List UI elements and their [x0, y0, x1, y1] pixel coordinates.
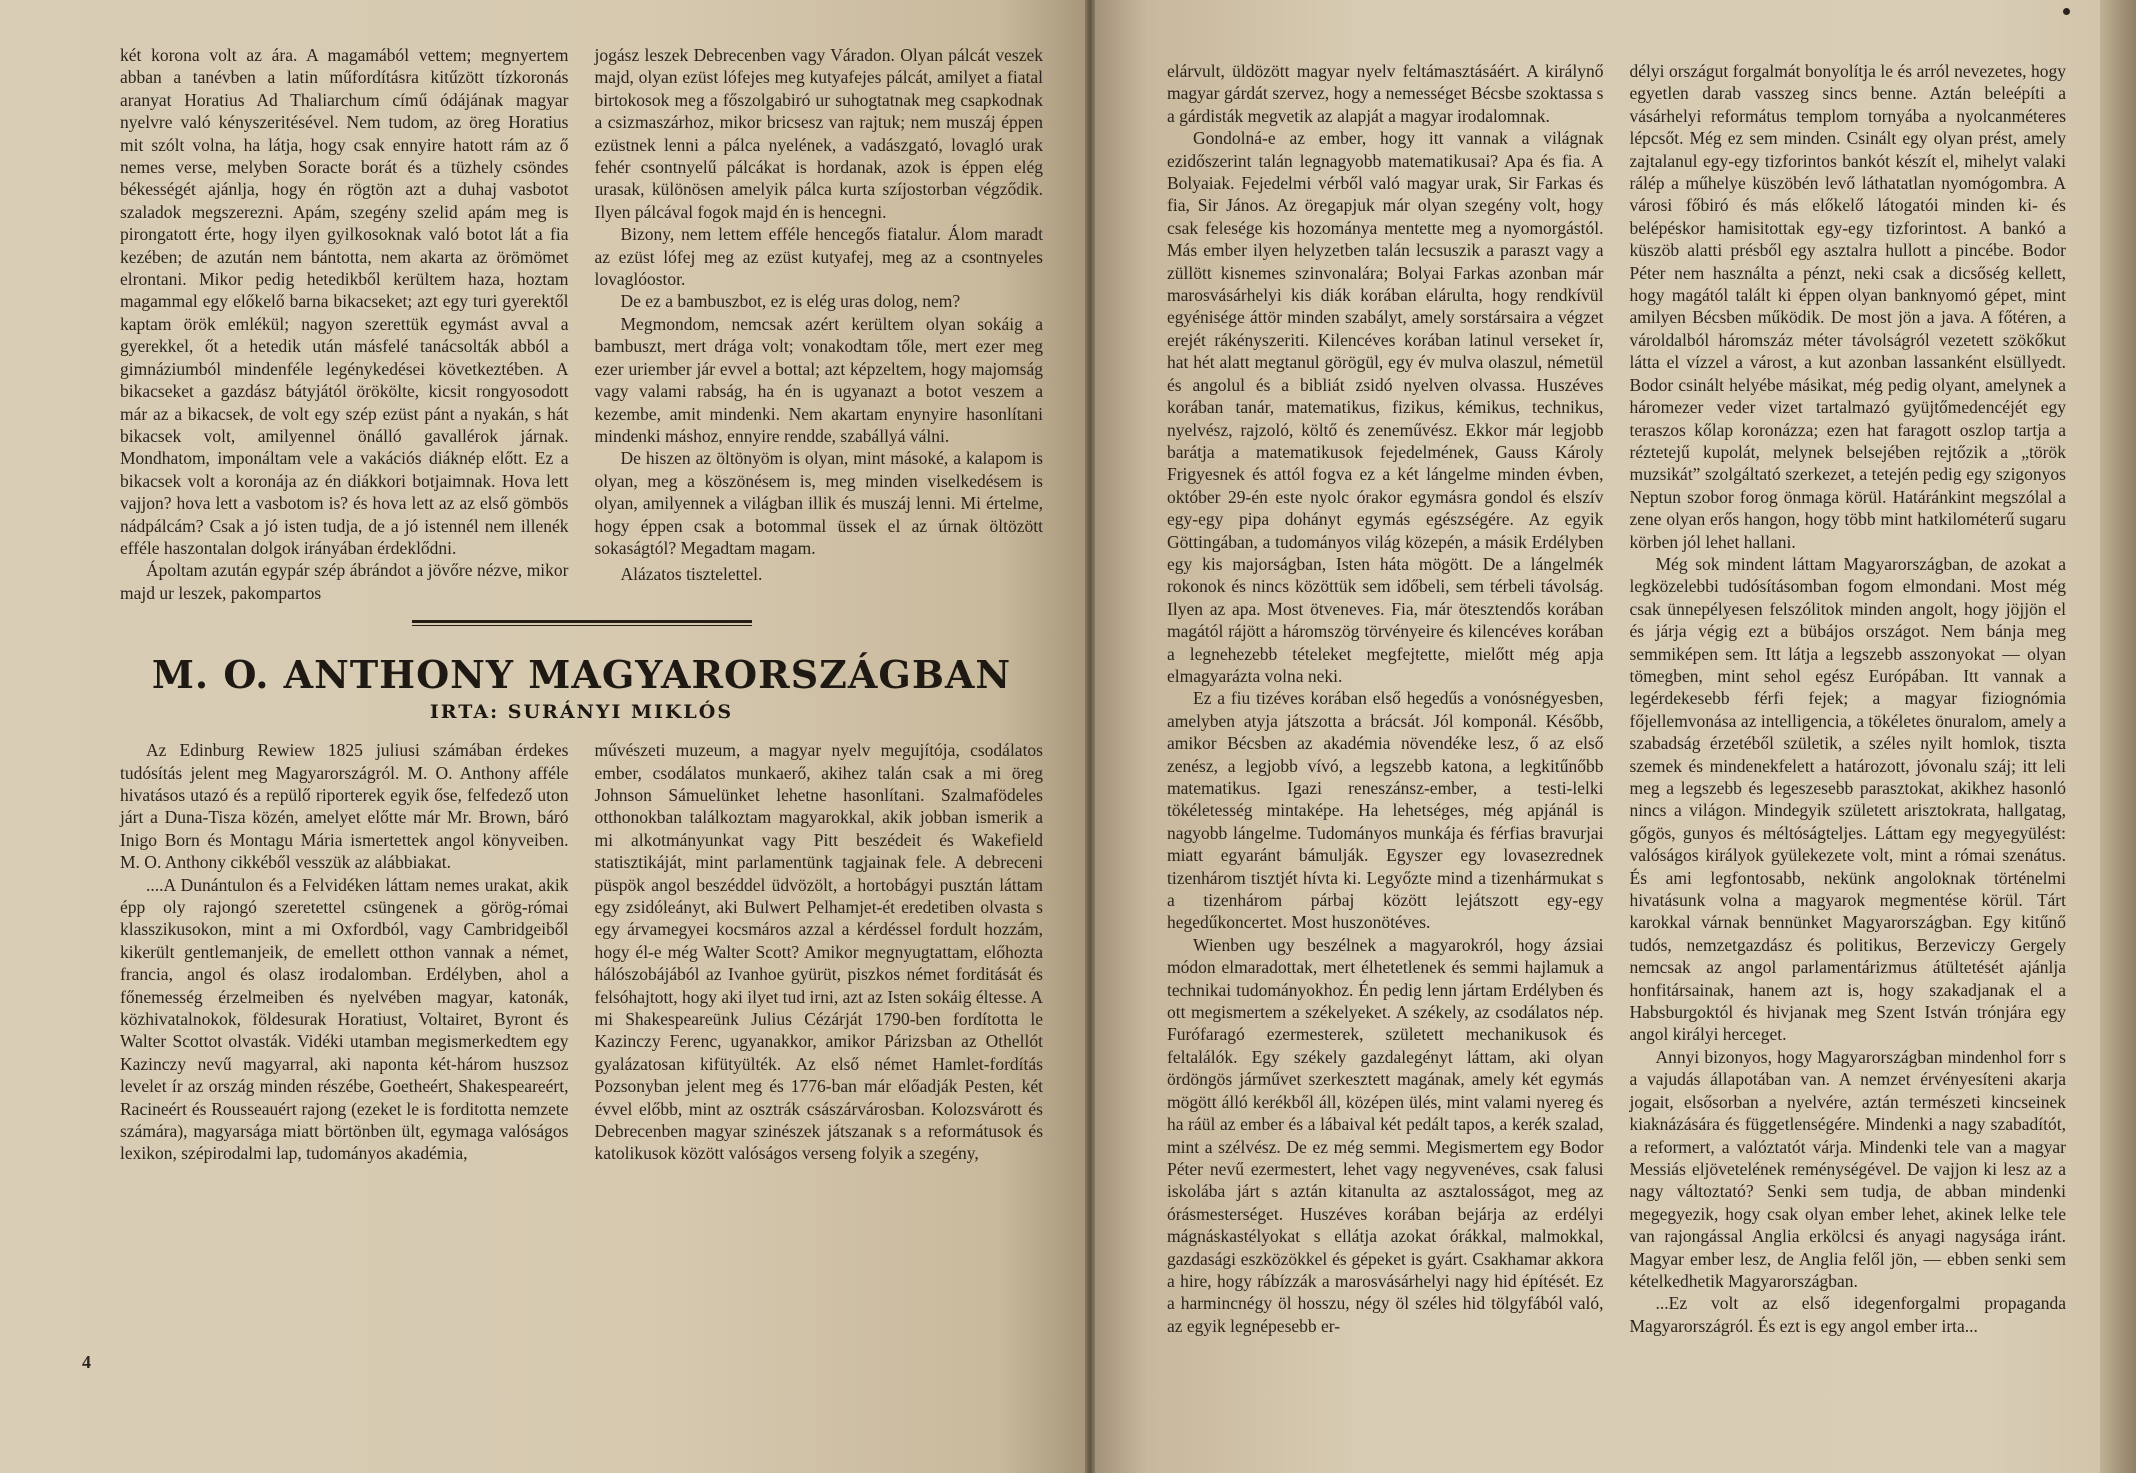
paragraph: ....A Dunántulon és a Felvidéken láttam nemes urakat, akik épp oly rajongó szeretettel csüngenek a görög-római klasszikusokon, mint a mi Oxfordból, vagy Cambridgeiből kikerült gentlemanjeik, de emellett otthon vannak a német, francia, angol és olasz irodalomban. Erdélyben, ahol a főnemesség érzelmeiben és nyelvében magyar, katonák, közhivatalnokok, földesurak Horatiust, Voltairet, Byront és Walter Scottot olvasták. Vidéki utamban megismerkedtem egy Kazinczy nevű magyarral, aki naponta két-három huszsoz levelet ír az ország minden részébe, Goetheért, Shakespeareért, Racineért és Rousseauért rajong (ezeket le is forditotta nemzete számára), magyarsága miatt börtönben ült, egymaga valóságos lexikon, szépirodalmi lap, tudományos akadémia, — [120, 874, 569, 1164]
article-continuation — [1167, 60, 2066, 1337]
paragraph: Megmondom, nemcsak azért kerültem olyan sokáig a bambuszt, mert drága volt; vonakodtam tőle, mert ezer meg ezer uriember jár evvel a bottal; azt képzeltem, hogy majomság vagy valami rabság, ha én is ugyanazt a botot veszem a kezembe, amit mindenki. Nem akartam enynyire hasonlítani mindenki máshoz, ennyire rendde, szabállyá válni. — [594, 313, 1043, 446]
paragraph: elárvult, üldözött magyar nyelv feltámasztásáért. A királynő magyar gárdát szervez, hogy a nemességet Bécsbe szoktassa s a gárdisták megvetik az alapját a magyar irodalomnak. — [1167, 61, 1604, 126]
paragraph: Bizony, nem lettem efféle hencegős fiatalur. Álom maradt az ezüst lófej meg az ezüst kutyafej, meg az a csontnyeles lovaglóostor. — [594, 224, 1043, 290]
article-column-4 — [1630, 60, 2067, 1337]
paragraph: Az Edinburg Rewiew 1825 juliusi számában érdekes tudósítás jelent meg Magyarországról. M. O. Anthony afféle hivatásos utazó és a repülő riporterek egyik őse, felfedező uton járt a Duna-Tisza közén, amelyet előtte már Mr. Brown, báró Inigo Born és Montagu Mária ismertettek angol könyveiben. M. O. Anthony cikkéből vesszük az alábbiakat. — [120, 740, 569, 873]
paragraph: De ez a bambuszbot, ez is elég uras dolog, nem? — [620, 291, 961, 312]
article-title: M. O. ANTHONY MAGYARORSZÁGBAN — [151, 652, 1012, 698]
paragraph: Gondolná-e az ember, hogy itt vannak a világnak ezidőszerint talán legnagyobb matematikusai? Apa és fia. A Bolyaiak. Fejedelmi vérből való magyar urak, Sir Farkas és fia, Sir János. Az öregapjuk már olyan szegény volt, hogy csak felesége kis hozománya mentette meg a nyomorgástól. Más ember ilyen helyzetben talán lecsuszik a paraszt vagy a züllött kisnemes szinvonalára; Bolyai Farkas azonban már marosvásárhelyi kis diák korában elárulta, hogy rendkívül egyénisége áttör minden szabályt, amely sorstársaira a végzet erejét rákényszeriti. Kilencéves korában latinul verseket ír, hat hét alatt megtanul görögül, egy év mulva olaszul, németül és angolul és a bibliát zsidó nyelven olvassa. Huszéves korában tanár, matematikus, fizikus, kémikus, technikus, nyelvész, rajzoló, költő és zeneművész. Ekkor már legjobb barátja a matematikusok fejedelmének, Gauss Károly Frigyesnek és attól fogva ez a két lángelme minden évben, október 29-én este nyolc órakor egymásra gondol és elszív egy-egy pipa dohányt egymás egészségére. Az egyik Göttingában, a tudományos világ közepén, a másik Erdélyben egy kis majorságban, Isten háta mögött. De a lángelmék rokonok és nincs közöttük sem időbeli, sem térbeli távolság. Ilyen az apa. Most ötveneves. Fia, már ötesztendős korában magától rájött a háromszög törvényeire és kilencéves korában a legnehezebb tételeket megfejtette, mielőtt még apja elmagyarázta volna neki. — [1167, 128, 1604, 686]
ink-speck — [2063, 8, 2070, 15]
right-page — [1095, 0, 2136, 1473]
page-edge — [2100, 0, 2136, 1473]
previous-article — [120, 44, 1043, 604]
paragraph: Wienben ugy beszélnek a magyarokról, hogy ázsiai módon elmaradottak, mert élhetetlenek és semmi hajlamuk a technikai tudományokhoz. Én pedig lenn jártam Erdélyben és ott megismertem a székelyeket. A székely, az csodálatos nép. Furófaragó ezermesterek, született mechanikusok és feltalálók. Egy székely gazdalegényt láttam, aki olyan ördöngös járművet szerkesztett magának, amely két egymás mögött álló kerékből áll, középen ülés, mint valami nyereg és ha ráül az ember és a lábaival két pedált tapos, a kerék szalad, mint a szélvész. De ez még semmi. Megismertem egy Bodor Péter nevű ezermestert, lehet vagy negyvenéves, csak falusi iskolába járt s aztán kitanulta az asztalosságot, meg az órásmesterséget. Huszéves korában bejárja az erdélyi mágnáskastélyokat s ellátja azokat órákkal, malmokkal, gazdasági eszközökkel és gépeket is gyárt. Csakhamar akkora a hire, hogy rábízzák a marosvásárhelyi nagy hid építését. Ez a harmincnégy öl hosszu, négy öl széles hid tölgyfából való, az egyik legnépesebb er- — [1167, 934, 1604, 1336]
paragraph: jogász leszek Debrecenben vagy Váradon. Olyan pálcát veszek majd, olyan ezüst lófejes meg kutyafejes pálcát, amilyet a fiatal birtokosok meg a főszolgabiró ur suhogtatnak meg csapkodnak a csizmaszárhoz, mikor bricsesz van rajtuk; nem muszáj éppen ezüstnek lenni a pálca nyelének, a vadászgató, lovagló urak fehér csontnyelű pálcákat is hordanak, azok is éppen elég urasak, különösen amelyik pálca kurta szíjostorban végződik. Ilyen pálcával fogok majd én is hencegni. — [594, 45, 1043, 222]
previous-article-column-1 — [120, 44, 569, 604]
paragraph: Annyi bizonyos, hogy Magyarországban mindenhol forr s a vajudás állapotában van. A nemzet érvényesíteni akarja jogait, elsősorban a nyelvére, aztán természeti kincseinek kiaknázására és függetlenségére. Mindenki a nagy szabadítót, a reformert, a valóztatót várja. Mindenki tele van a magyar Messiás eljövetelének reménységével. De vajjon ki lesz az a nagy változtató? Senki sem tudja, de abban mindenki megegyezik, hogy csak olyan ember lehet, akinek lelke tele van rajongással Anglia erkölcsi és anyagi nagysága iránt. Magyar ember lesz, de Anglia felől jön, — ebben senki sem kételkedhetik Magyarországban. — [1629, 1046, 2066, 1291]
article-column-1 — [120, 739, 569, 1165]
page-number: 4 — [82, 1352, 91, 1372]
paragraph: Ez a fiu tizéves korában első hegedűs a vonósnégyesben, amelyben atyja játszotta a brácsát. Jól komponál. Később, amikor Bécsben az akadémia növendéke lesz, ő az első zenész, a legjobb vívó, a legszebb katona, a legkitűnőbb matematikus. Igazi reneszánsz-ember, a testi-lelki tökéletesség mintaképe. Ha lehetséges, még apjánál is nagyobb lángelme. Tudományos munkája és férfias bravurjai miatt egyaránt bámulják. Egyszer egy lovasezrednek tizenhárom tisztjét hívta ki. Legyőzte mind a tizenhármukat s a tizenhárom párbaj között lejátszott egy-egy hegedűkoncertet. Most huszonötéves. — [1167, 688, 1604, 933]
paragraph: Ápoltam azután egypár szép ábrándot a jövőre nézve, mikor majd ur leszek, pakompartos — [120, 560, 569, 603]
article-column-3 — [1167, 60, 1604, 1337]
binding-gutter — [1085, 0, 1095, 1473]
paragraph: Még sok mindent láttam Magyarországban, de azokat a legközelebbi tudósításomban fogom elmondani. Most még csak ünnepélyesen felszólitok minden angolt, hogy jöjjön el és járja végig ezt a bübájos országot. Nem bánja meg semmiképen sem. Itt látja a legszebb asszonyokat — olyan tömegben, mint sehol egész Európában. Itt vannak a legérdekesebb férfi fejek; a magyar fiziognómia főjellemvonása az intelligencia, a tökéletes önuralom, amely a szabadság érzetéből születik, a széles nyilt homlok, tiszta szemek és mindenekfelett a határozott, jóvonalu száj; itt leli meg a legszebb és legeszesebb parasztokat, akikhez hasonló nincs a világon. Mindegyik született arisztokrata, hallgatag, gőgös, gunyos és méltóságteljes. Láttam egy megyegyülést: valóságos királyok gyülekezete volt, mint a római szenátus. És ami legfontosabb, nekünk angoloknak történelmi hivatásunk volna a magyarok megmentése körül. Tárt karokkal várnak bennünket Magyarországban. Egy kitűnő tudós, nemzetgazdász és politikus, Berzeviczy Gergely nemcsak az angol parlamentárizmus átültetését ajánlja honfitársainak, hanem azt is, hogy szakadjanak el a Habsburgoktól és hivjanak meg Szent István trónjára egy angol királyi herceget. — [1629, 553, 2066, 1045]
closing-paragraph: ...Ez volt az első idegenforgalmi propaganda Magyarországról. És ezt is egy angol ember irta... — [1629, 1293, 2066, 1336]
paragraph: két korona volt az ára. A magamából vettem; megnyertem abban a tanévben a latin műfordításra kitűzött tízkoronás aranyat Horatius Ad Thaliarchum című ódájának magyar nyelvre való kényszeritésével. Nem tudom, az öreg Horatius mit szólt volna, ha látja, hogy csak ennyire hatott rám az ő nemes verse, melyben Soracte borát és a tüzhely csöndes békességét ajánlja, hogy én rögtön azt a duhaj vasbotot szaladok megszerezni. Apám, szegény szelid apám meg is pirongatott érte, hogy ilyen gyilkosoknak való botot lát a fia kezében; de azután nem bántotta, nem akarta az örömömet elrontani. Mikor pedig hetedikből kerültem haza, hoztam magammal egy előkelő barna bikacseket; azt egy turi gyerektől kaptam örök emlékül; nagyon szerettük egymást avval a gyerekkel, őt a hetedik után másfelé tanácsolták abból a gimnáziumból mindenféle legénykedései következtében. A bikacseket a gazdász bátyjától örökölte, kicsit rongyosodott már az a bikacsek, de volt egy szép ezüst pánt a nyakán, s hát bikacsek volt, amilyennel önálló gavallérok járnak. Mondhatom, imponáltam vele a vakációs diáknép előtt. Ez a bikacsek volt a koronája az én diákkori botjaimnak. Hova lett vajjon? hova lett a vasbotom is? és hova lett az az első gömbös nádpálcám? Csak a jó isten tudja, de a jó istennél nem illenék efféle haszontalan dolgok irányában érdeklődni. — [120, 45, 569, 558]
article-column-2 — [595, 739, 1044, 1165]
article-body — [120, 739, 1043, 1165]
signoff: Alázatos tisztelettel. — [620, 564, 763, 585]
article-byline: IRTA: SURÁNYI MIKLÓS — [429, 701, 734, 724]
section-divider — [412, 620, 752, 626]
previous-article-column-2 — [595, 44, 1044, 604]
paragraph: De hiszen az öltönyöm is olyan, mint másoké, a kalapom is olyan, meg a köszönésem is, meg minden viselkedésem is olyan, amilyennek a világban illik és muszáj lenni. Mi értelme, hogy éppen csak a botommal üssek el az úrnak öltözött sokaságtól? Megadtam magam. — [594, 448, 1043, 558]
paragraph: művészeti muzeum, a magyar nyelv megujítója, csodálatos ember, csodálatos munkaerő, akihez talán csak a mi öreg Johnson Sámuelünket lehetne hasonlítani. Szalmafödeles otthonokban találkoztam magyarokkal, akik jobban ismerik a mi alkotmányunkat vagy Pitt beszédeit és Wakefield statisztikáját, mint parlamentünk tagjainak fele. A debreceni püspök angol beszéddel üdvözölt, a hortobágyi pusztán láttam egy zsidóleányt, aki Bulwert Pelhamjet-ét eredetiben olvasta s egy árvamegyei kocsmáros azzal a kérdéssel fordult hozzám, hogy él-e még Walter Scott? Amikor megnyugtattam, előhozta hálószobájából az Ivanhoe gyürüt, piszkos német forditását és felsóhajtott, hogy aki ilyet tud irni, azt az Isten sokáig éltesse. A mi Shakespeareünk Julius Cézárját 1790-ben fordította le Kazinczy Ferenc, ugyanakkor, amikor Párizsban az Othellót gyalázatosan kifütyülték. Az első német Hamlet-fordítás Pozsonyban jelent meg és 1776-ban már előadják Pesten, két évvel előbb, mint az osztrák császárvárosban. Kolozsvárott és Debrecenben magyar szinészek játszanak s a reformátusok és katolikusok között valóságos verseng folyik a szegény, — [594, 740, 1043, 1164]
paragraph: délyi országut forgalmát bonyolítja le és arról nevezetes, hogy egyetlen darab vasszeg sincs benne. Aztán beleépíti a vásárhelyi református templom tornyába a nyolcanméteres lépcsőt. Még ez sem minden. Csinált egy olyan prést, amely zajtalanul egy-egy tizforintos bankót készít el, mihelyt valaki rálép a műhelye küszöbén levő láthatatlan nyomógombra. A városi főbiró és más előkelő látogatói minden ki- és belépéskor hamisitottak egy-egy tizforintost. A bankó a küszöb alatti présből egy asztalra hullott a pincébe. Bodor Péter nem használta a pénzt, neki csak a dicsőség kellett, hogy magától talált ki éppen olyan banknyomó gépet, mint amilyen Bécsben működik. De most jön a java. A főtéren, a vároldalból háromszáz méter távolságról vezetett szökőkut látta el vízzel a várost, a kut azonban lassanként elsüllyedt. Bodor csinált helyébe másikat, még pedig olyant, amelynek a háromezer veder vizet tartalmazó gyüjtőmedencéjét egy teraszos kőlap koronázza; ezen hat faragott oszlop tartja a réztetejű kupolát, melynek belsejében rejtőzik a „török muzsikát” szolgáltató szerkezet, a tetején pedig egy szigonyos Neptun szobor forog önmaga körül. Határánkint megszólal a zene olyan erős hangon, hogy több mint hatkilométerű sugaru körben jól lehet hallani. — [1629, 61, 2066, 552]
